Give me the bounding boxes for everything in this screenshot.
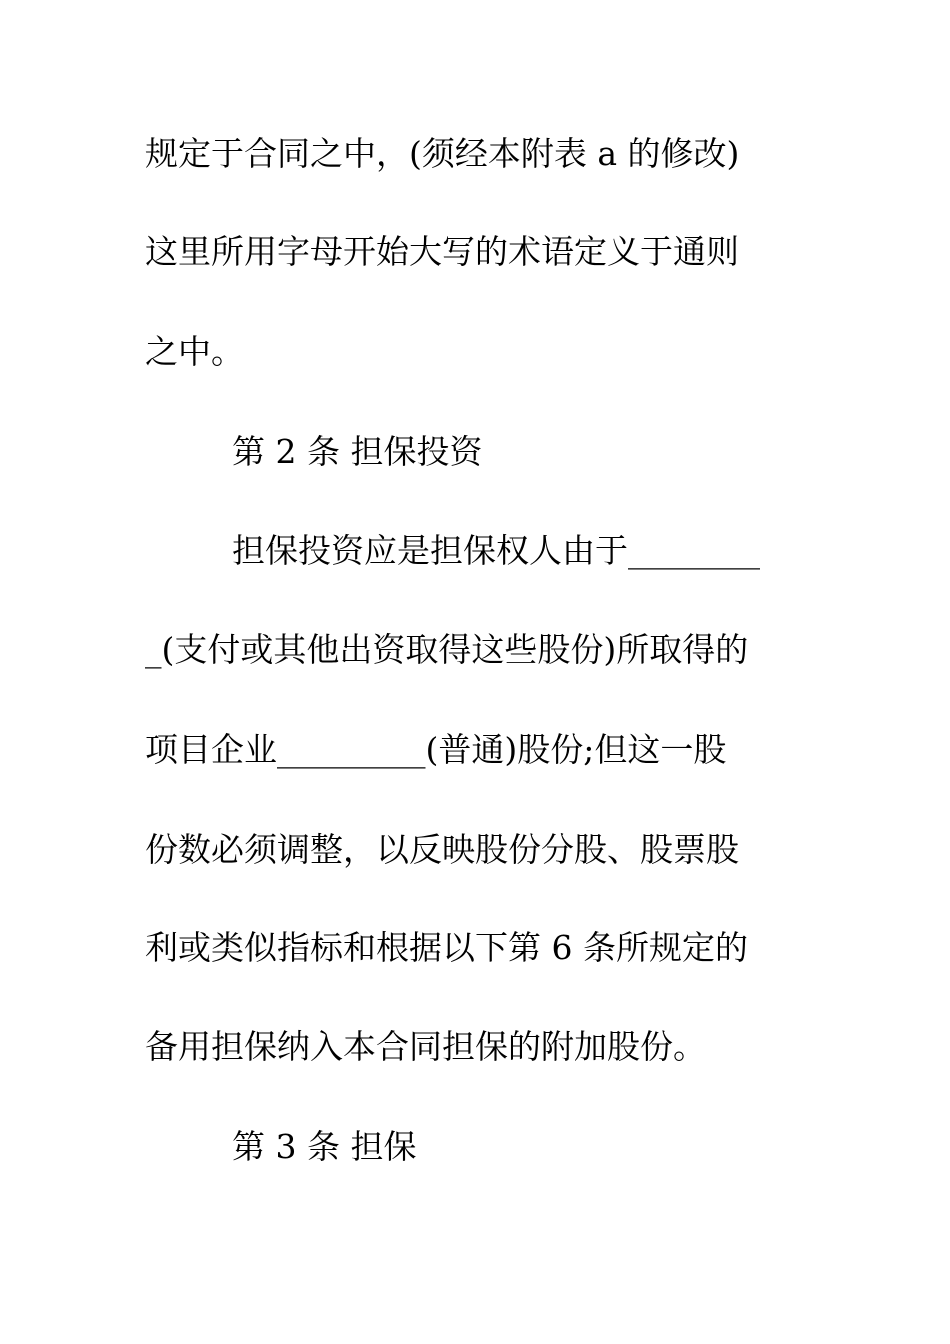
article-2-heading: 第 2 条 担保投资 <box>232 432 483 471</box>
paragraph-line-5: 担保投资应是担保权人由于________ <box>232 531 760 570</box>
article-3-heading: 第 3 条 担保 <box>232 1127 417 1166</box>
paragraph-line-8: 份数必须调整，以反映股份分股、股票股 <box>145 830 739 869</box>
paragraph-line-1: 规定于合同之中，(须经本附表 a 的修改) <box>145 134 740 173</box>
paragraph-line-3: 之中。 <box>145 332 244 371</box>
paragraph-line-7: 项目企业_________(普通)股份;但这一股 <box>145 730 727 769</box>
paragraph-line-6: _(支付或其他出资取得这些股份)所取得的 <box>145 630 749 669</box>
paragraph-line-2: 这里所用字母开始大写的术语定义于通则 <box>145 232 739 271</box>
paragraph-line-9: 利或类似指标和根据以下第 6 条所规定的 <box>145 928 748 967</box>
paragraph-line-10: 备用担保纳入本合同担保的附加股份。 <box>145 1027 706 1066</box>
